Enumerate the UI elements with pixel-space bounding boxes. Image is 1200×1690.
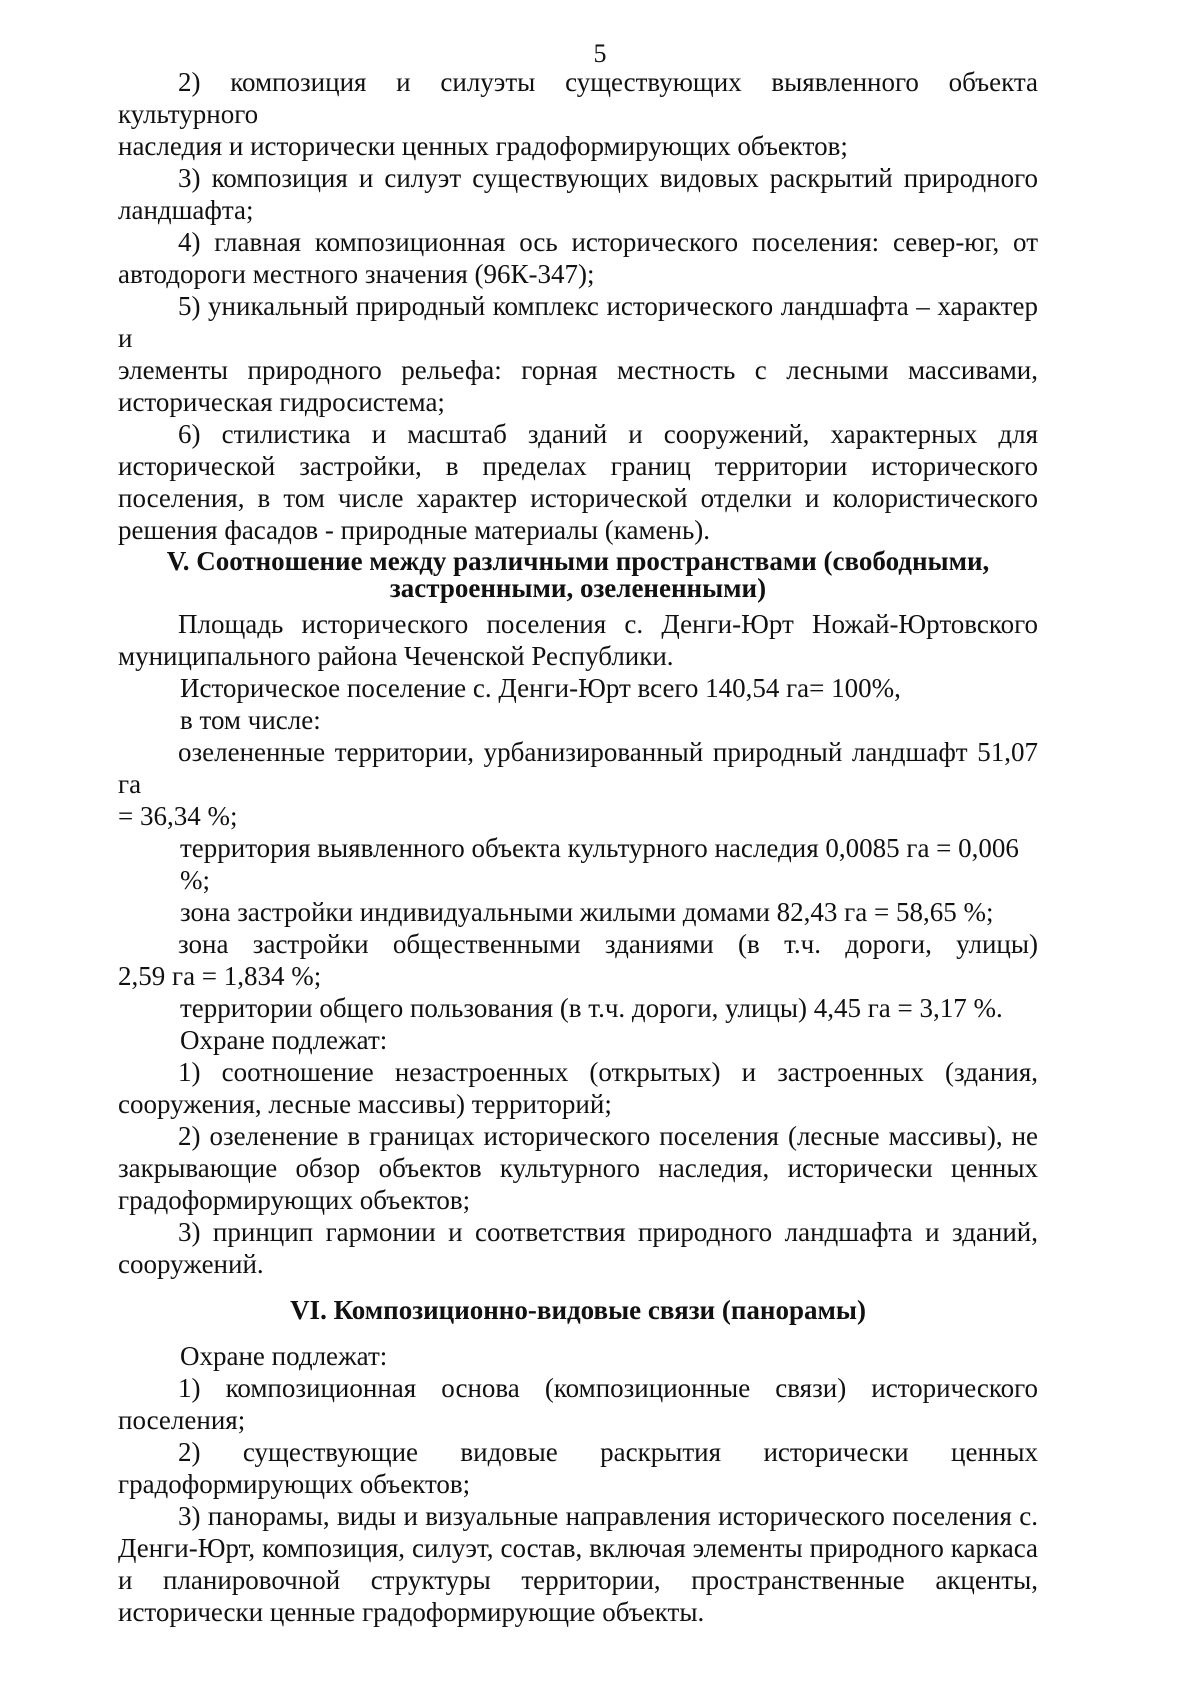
paragraph-text: муниципального района Чеченской Республики. [118,641,674,671]
paragraph-text: поселения; [118,1405,246,1435]
list-item [118,226,1038,290]
paragraph-line: 5) уникальный природный комплекс исторического ландшафта – характер и [118,291,1038,353]
paragraph-text: территории общего пользования (в т.ч. дороги, улицы) 4,45 га = 3,17 %. [180,993,1003,1023]
list-item [118,162,1038,226]
paragraph-text: = 36,34 %; [118,801,238,831]
paragraph-line: 2) существующие видовые раскрытия исторически ценных [178,1437,1038,1467]
paragraph-text: Охране подлежат: [180,1025,388,1055]
paragraph-line: 3) панорамы, виды и визуальные направления исторического поселения с. [178,1501,1038,1531]
paragraph-text: сооружений. [118,1249,264,1279]
paragraph-text: ландшафта; [118,195,254,225]
list-item [118,1372,1038,1436]
list-item [118,1436,1038,1500]
paragraph-text: элементы природного рельефа: горная местность с лесными массивами, историческая гидросистема; [118,355,1038,417]
paragraph-line: озелененные территории, урбанизированный природный ландшафт 51,07 га [118,737,1038,799]
paragraph-line: 6) стилистика и масштаб зданий и сооружений, характерных для [178,419,1038,449]
paragraph-line: 3) композиция и силуэт существующих видовых раскрытий природного [178,163,1038,193]
paragraph-line: Площадь исторического поселения с. Денги-Юрт Ножай-Юртовского [178,609,1038,639]
paragraph-text: Историческое поселение с. Денги-Юрт всего 140,54 га= 100%, [180,673,901,703]
section-heading [118,548,1038,602]
list-item [118,290,1038,418]
list-item [118,1056,1038,1120]
list-item [118,66,1038,162]
paragraph-line: зона застройки общественными зданиями (в т.ч. дороги, улицы) [178,929,1038,959]
paragraph-line: 2) озеленение в границах исторического поселения (лесные массивы), не [178,1121,1038,1151]
paragraph [118,736,1038,832]
paragraph-line: 2) композиция и силуэты существующих выявленного объекта культурного [118,67,1038,129]
paragraph [118,608,1038,672]
paragraph-line: 4) главная композиционная ось исторического поселения: север-юг, от [178,227,1038,257]
list-item [118,418,1038,546]
paragraph-text: закрывающие обзор объектов культурного наследия, исторически ценных градоформирующих объектов; [118,1153,1038,1215]
paragraph-text: наследия и исторически ценных градоформирующих объектов; [118,131,848,161]
document-body [118,66,1038,1628]
section-heading: VI. Композиционно-видовые связи (панорамы) [290,1295,866,1325]
paragraph-text: автодороги местного значения (96К-347); [118,259,595,289]
section-heading-line: застроенными, озелененными) [389,573,767,603]
list-item [118,1500,1038,1628]
list-item [118,1216,1038,1280]
paragraph-text: Денги-Юрт, композиция, силуэт, состав, включая элементы природного каркаса и планировочной структуры территории, пространственные акценты, исторически ценные градоформирующие объекты. [118,1533,1038,1627]
paragraph-line: 1) композиционная основа (композиционные связи) исторического [178,1373,1038,1403]
section-heading-line: V. Соотношение между различными пространствами (свободными, [166,546,990,576]
paragraph-line: 3) принцип гармонии и соответствия природного ландшафта и зданий, [178,1217,1038,1247]
page-number: 5 [593,39,607,68]
list-item [118,1120,1038,1216]
paragraph-text: сооружения, лесные массивы) территорий; [118,1089,612,1119]
paragraph-text: территория выявленного объекта культурного наследия 0,0085 га = 0,006 %; [180,833,1019,895]
paragraph-text: исторической застройки, в пределах границ территории исторического поселения, в том числе характер исторической отделки и колористического решения фасадов - природные материалы (камень). [118,451,1038,545]
paragraph-text: зона застройки индивидуальными жилыми домами 82,43 га = 58,65 %; [180,897,994,927]
paragraph-text: градоформирующих объектов; [118,1469,471,1499]
paragraph [118,928,1038,992]
paragraph-text: Охране подлежат: [180,1341,388,1371]
paragraph-text: 2,59 га = 1,834 %; [118,961,322,991]
paragraph-text: в том числе: [180,705,321,735]
paragraph-line: 1) соотношение незастроенных (открытых) и застроенных (здания, [178,1057,1038,1087]
